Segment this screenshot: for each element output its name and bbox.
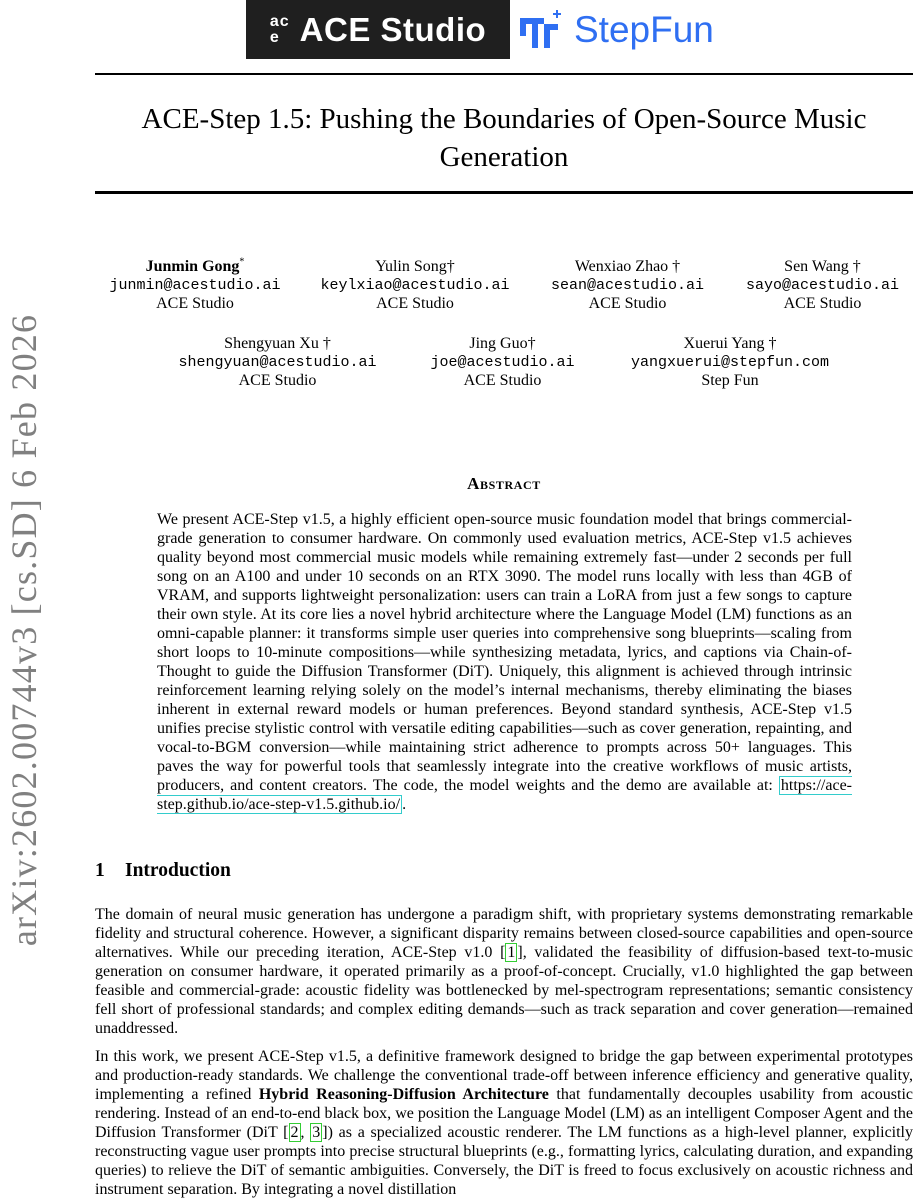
intro-paragraph-2 [95, 1047, 913, 1199]
author-name: Yulin Song† [375, 258, 455, 275]
abstract-body [157, 510, 852, 814]
ace-studio-logo-text: ACE Studio [299, 10, 487, 48]
author-email[interactable]: sayo@acestudio.ai [745, 276, 900, 294]
section-number: 1 [95, 860, 105, 881]
author-name: Junmin Gong [145, 258, 240, 275]
stepfun-logo-text: StepFun [574, 8, 714, 50]
author-affiliation: ACE Studio [156, 295, 234, 312]
author-block [615, 335, 845, 391]
stepfun-logo [518, 0, 778, 59]
author-name: Jing Guo† [469, 335, 536, 352]
author-block [410, 335, 595, 391]
abstract-text: We present ACE-Step v1.5, a highly efficient open-source music foundation model that brings commercial-grade generation to consumer hardware. On commonly used evaluation metrics, ACE-Step v1.5 achieves quality beyond most commercial music models while remaining extremely fast—under 2 seconds per full song on an A100 and under 10 seconds on an RTX 3090. The model runs locally with less than 4GB of VRAM, and supports lightweight personalization: users can train a LoRA from just a few songs to capture their own style. At its core lies a novel hybrid architecture where the Language Model (LM) functions as an omni-capable planner: it transforms simple user queries into comprehensive song blueprints—scaling from short loops to 10-minute compositions—while synthesizing metadata, lyrics, and captions via Chain-of-Thought to guide the Diffusion Transformer (DiT). Uniquely, this alignment is achieved through intrinsic reinforcement learning relying solely on the model’s internal mechanisms, thereby eliminating the biases inherent in external reward models or human preferences. Beyond standard synthesis, ACE-Step v1.5 unifies precise stylistic control with versatile editing capabilities—such as cover generation, repainting, and vocal-to-BGM conversion—while maintaining strict adherence to prompts across 50+ languages. This paves the way for powerful tools that seamlessly integrate into the creative workflows of music artists, producers, and content creators. The code, the model weights and the demo are available at: [157, 511, 852, 794]
author-affiliation: ACE Studio [463, 372, 542, 389]
citation-link[interactable]: 1 [507, 944, 516, 961]
author-email[interactable]: keylxiao@acestudio.ai [320, 276, 510, 294]
project-link[interactable]: https://ace-step.github.io/ace-step-v1.5.github.io/ [157, 777, 852, 813]
author-email[interactable]: yangxuerui@stepfun.com [630, 353, 830, 371]
para-text: ]) as a specialized acoustic renderer. The LM functions as a high-level planner, explicitly reconstructing vague user prompts into precise structural blueprints (e.g., formatting lyrics, calculating duration, and expanding queries) to relieve the DiT of semantic ambiguities. Conversely, the DiT is freed to focus exclusively on acoustic richness and instrument separation. By integrating a novel distillation [95, 1124, 914, 1198]
author-block [310, 258, 520, 314]
para-text: In this work, we present ACE-Step v1.5, a definitive framework designed to bridge the gap between experimental prototypes and production-ready standards. We challenge the conventional trade-off between inference efficiency and generative quality, implementing a refined [95, 1048, 913, 1103]
author-affiliation: ACE Studio [238, 372, 317, 389]
author-affiliation: ACE Studio [376, 295, 454, 312]
citation-link[interactable]: 3 [312, 1124, 321, 1141]
author-email[interactable]: shengyuan@acestudio.ai [178, 353, 377, 371]
para-text: The domain of neural music generation has undergone a paradigm shift, with proprietary systems demonstrating remarkable fidelity and structural coherence. However, a significant disparity remains between closed-source capabilities and open-source alternatives. While our preceding iteration, ACE-Step v1.0 [ [95, 906, 913, 961]
author-email[interactable]: junmin@acestudio.ai [109, 276, 281, 294]
author-name: Shengyuan Xu † [224, 335, 331, 352]
top-rule [95, 73, 913, 75]
ace-studio-logo [246, 0, 510, 59]
abstract-heading: Abstract [467, 474, 541, 493]
author-block [540, 258, 715, 314]
author-affiliation: ACE Studio [783, 295, 862, 312]
author-name: Wenxiao Zhao † [574, 258, 681, 275]
author-block [170, 335, 385, 391]
intro-paragraph-1 [95, 905, 913, 1038]
stepfun-mark-icon [518, 10, 564, 50]
bold-term: Hybrid Reasoning-Diffusion Architecture [258, 1086, 549, 1103]
author-email[interactable]: joe@acestudio.ai [430, 353, 575, 371]
title-bottom-rule [95, 191, 913, 194]
paper-title: ACE-Step 1.5: Pushing the Boundaries of Open-Source Music Generation [141, 103, 867, 173]
abstract-link-suffix: . [402, 796, 407, 813]
author-block [100, 258, 290, 314]
citation-separator: , [300, 1124, 311, 1141]
author-affiliation: ACE Studio [588, 295, 667, 312]
author-email[interactable]: sean@acestudio.ai [550, 276, 705, 294]
author-name: Sen Wang † [784, 258, 861, 275]
arxiv-stamp-text: arXiv:2602.00744v3 [cs.SD] 6 Feb 2026 [4, 313, 44, 947]
citation-link[interactable]: 2 [290, 1124, 299, 1141]
ace-logo-mark: ac e [269, 12, 290, 46]
author-name: Xuerui Yang † [683, 335, 777, 352]
section-title: Introduction [125, 860, 231, 881]
para-text: ], validated the feasibility of diffusion-based text-to-music generation on consumer hardware, it operated primarily as a proof-of-concept. Crucially, v1.0 highlighted the gap between feasible and commercial-grade: acoustic fidelity was bottlenecked by mel-spectrogram representations; semantic consistency fell short of professional standards; and complex editing demands—such as track separation and cover generation—remained unaddressed. [95, 944, 914, 1037]
arxiv-stamp [0, 313, 48, 947]
author-mark: * [239, 256, 245, 268]
para-text: that fundamentally decouples usability from acoustic rendering. Instead of an end-to-end black box, we position the Language Model (LM) as an intelligent Composer Agent and the Diffusion Transformer (DiT [ [95, 1086, 914, 1141]
author-block [735, 258, 910, 314]
author-affiliation: Step Fun [701, 372, 759, 389]
section-heading [95, 860, 231, 882]
